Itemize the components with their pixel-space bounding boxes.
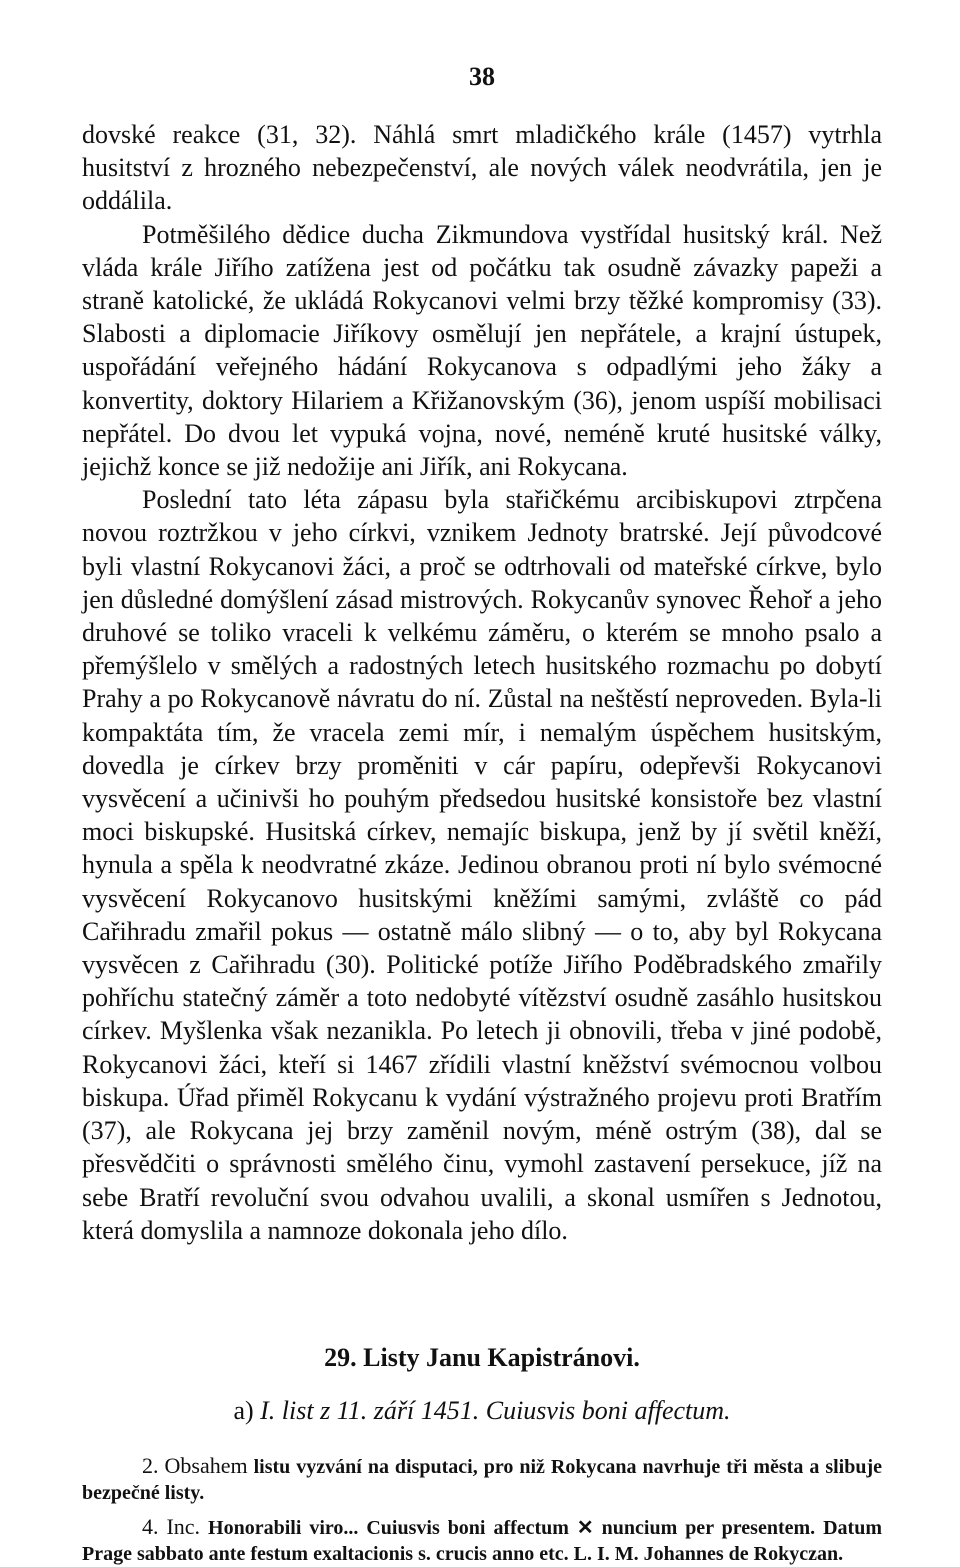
section-heading: 29. Listy Janu Kapistránovi. [324,1342,640,1372]
notes [82,1453,882,1567]
note-text: listu vyzvání na disputaci, pro niž Rokycana navrhuje tři města a slibuje bezpečné listy. [82,1455,882,1504]
subheading-prefix: a) [233,1395,261,1425]
paragraph: Poslední tato léta zápasu byla stařičkému arcibiskupovi ztrpčena novou roztržkou v jeho církvi, vznikem Jednoty bratrské. Její původcové byli vlastní Rokycanovi žáci, a proč se odtrhovali od mateřské církve, bylo jen důsledné domýšlení zásad mistrových. Rokycanův synovec Řehoř a jeho druhové se toliko vraceli k velkému záměru, o kterém se mnoho psalo a přemýšlelo v smělých a radostných letech husitského rozmachu po dobytí Prahy a po Rokycanově návratu do ní. Zůstal na neštěstí neproveden. Byla-li kompaktáta tím, že vracela zemi mír, i nemalým úspěchem husitským, dovedla je církev brzy proměniti v cár papíru, odepřevši Rokycanovi vysvěcení a učinivši ho pouhým předsedou husitské konsistoře bez vlastní moci biskupské. Husitská církev, nemajíc biskupa, jenž by jí světil kněží, hynula a spěla k neodvratné zkáze. Jedinou obranou proti ní bylo svémocné vysvěcení Rokycanovo husitskými kněžími samými, zvláště co pád Cařihradu zmařil pokus — ostatně málo slibný — o to, aby byl Rokycana vysvěcen z Cařihradu (30). Politické potíže Jiřího Poděbradského zmařily pohříchu statečný záměr a toto nedobyté vítězství osudně zasáhlo husitskou církev. Myšlenka však nezanikla. Po letech ji obnovili, třeba v jiné podobě, Rokycanovi žáci, kteří si 1467 zřídili vlastní kněžství svémocnou volbou biskupa. Úřad přiměl Rokycanu k vydání výstražného projevu proti Bratřím (37), ale Rokycana jej brzy zaměnil novým, méně ostrým (38), dal se přesvědčiti o správnosti smělého činu, vymohl zastavení persekuce, jíž na sebe Bratří revoluční svou odvahou uvalili, a skonal usmířen s Jednotou, která domyslila a namnoze dokonala jeho dílo. [82,485,882,1245]
subheading-title: I. list z 11. září 1451. Cuiusvis boni affectum. [260,1395,731,1425]
note-text: Honorabili viro... Cuiusvis boni affectum ✕ nuncium per presentem. Datum Prage sabbato ante festum exaltacionis s. crucis anno etc. L. I. M. Johannes de Rokyczan. [82,1516,883,1565]
note-lead: Inc. [166,1513,201,1539]
note-number: 4. [142,1513,159,1539]
note-item [82,1453,882,1506]
body-text [82,118,882,1247]
paragraph: Potměšilého dědice ducha Zikmundova vystřídal husitský král. Než vláda krále Jiřího zatížena jest od počátku tak osudně závazky papeži a straně katolické, že ukládá Rokycanovi velmi brzy těžké kompromisy (33). Slabosti a diplomacie Jiříkovy osmělují jen nepřátele, a krajní ústupek, uspořádání veřejného hádání Rokycanova s odpadlými jeho žáky a konvertity, doktory Hilariem a Křižanovským (36), jenom uspíší mobilisaci nepřátel. Do dvou let vypuká vojna, nové, neméně kruté husitské války, jejichž konce se již nedožije ani Jiřík, ani Rokycana. [82,219,882,482]
note-item [82,1514,882,1567]
note-number: 2. [142,1452,159,1478]
note-lead: Obsahem [164,1452,248,1478]
paragraph: dovské reakce (31, 32). Náhlá smrt mladičkého krále (1457) vytrhla husitství z hrozného nebezpečenství, ale nových válek neodvrátila, jen je oddálila. [82,120,882,216]
letter-subheading [82,1394,882,1427]
page-number: 38 [469,62,495,91]
document-page [82,62,882,1567]
